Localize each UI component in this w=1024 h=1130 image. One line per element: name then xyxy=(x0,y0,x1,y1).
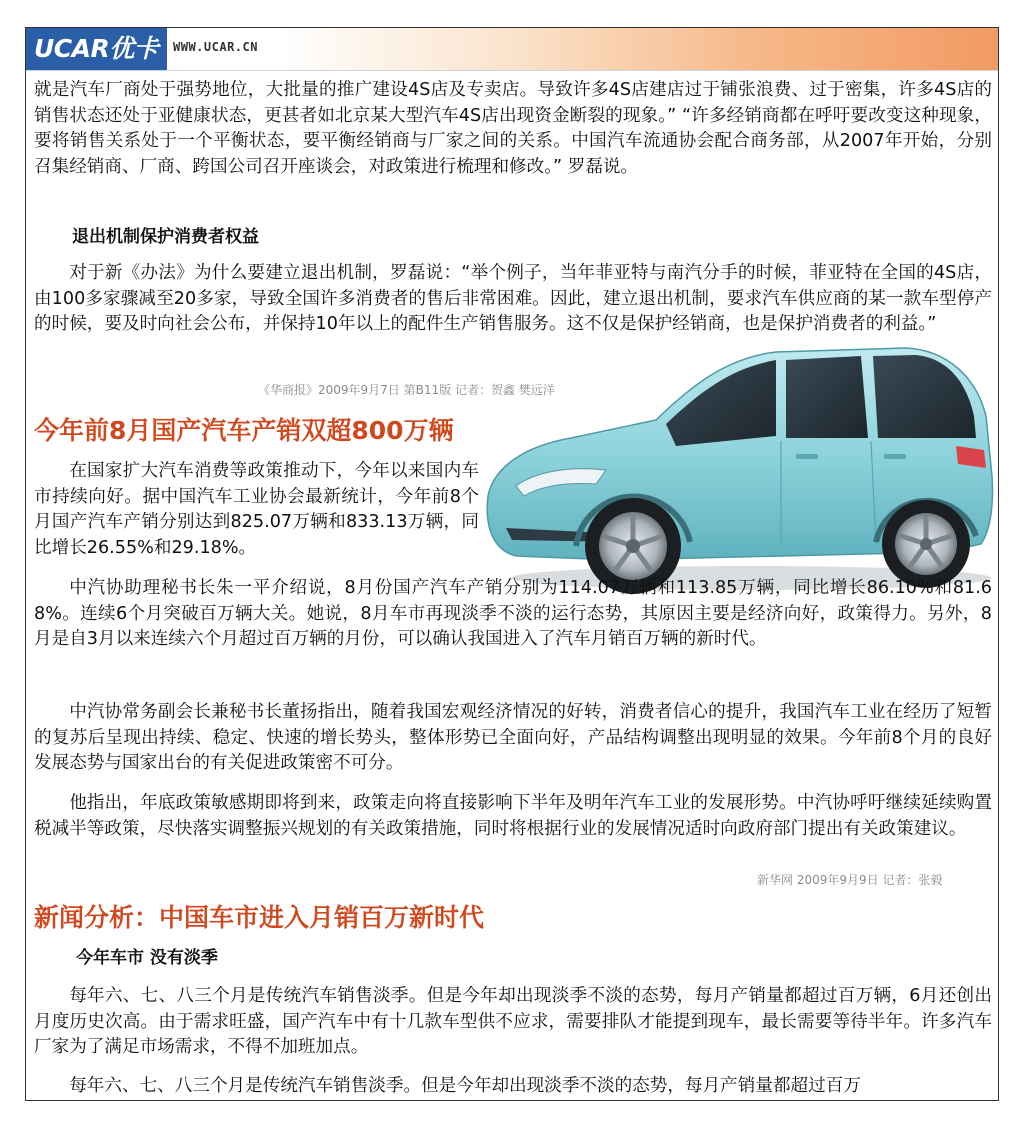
article2-paragraph-4: 他指出，年底政策敏感期即将到来，政策走向将直接影响下半年及明年汽车工业的发展形势。中汽协呼吁继续延续购置税减半等政策，尽快落实调整振兴规划的有关政策措施，同时将根据行业的发展情况适时向政府部门提出有关政策建议。 xyxy=(34,793,992,839)
article1-paragraph-1: 就是汽车厂商处于强势地位，大批量的推广建设4S店及专卖店。导致许多4S店建店过于铺张浪费、过于密集，许多4S店的销售状态还处于亚健康状态，更甚者如北京某大型汽车4S店出现资金断裂的现象。” “许多经销商都在呼吁要改变这种现象，要将销售关系处于一个平衡状态，要平衡经销商与厂家之间的关系。中国汽车流通协会配合商务部，从2007年开始，分别召集经销商、厂商、跨国公司召开座谈会，对政策进行梳理和修改。” 罗磊说。 xyxy=(34,80,992,177)
article3-paragraph-1: 每年六、七、八三个月是传统汽车销售淡季。但是今年却出现淡季不淡的态势，每月产销量都超过百万辆，6月还创出月度历史次高。由于需求旺盛，国产汽车中有十几款车型供不应求，需要排队才能提到现车，最长需要等待半年。许多汽车厂家为了满足市场需求，不得不加班加点。 xyxy=(34,986,992,1058)
article3-headline: 新闻分析：中国车市进入月销百万新时代 xyxy=(34,903,485,932)
page-frame xyxy=(25,27,999,1101)
car-image xyxy=(476,346,996,596)
article2-source: 新华网 2009年9月9日 记者：张毅 xyxy=(757,873,943,887)
article3-subhead: 今年车市 没有淡季 xyxy=(76,948,218,968)
article3-paragraph-2: 每年六、七、八三个月是传统汽车销售淡季。但是今年却出现淡季不淡的态势，每月产销量都超过百万 xyxy=(69,1076,861,1096)
article1-paragraph-2: 对于新《办法》为什么要建立退出机制，罗磊说：“举个例子，当年菲亚特与南汽分手的时候，菲亚特在全国的4S店，由100多家骤减至20多家，导致全国许多消费者的售后非常困难。因此，建立退出机制，要求汽车供应商的某一款车型停产的时候，要及时向社会公布，并保持10年以上的配件生产销售服务。这不仅是保护经销商，也是保护消费者的利益。” xyxy=(34,263,992,335)
article1-source: 《华商报》2009年9月7日 第B11版 记者：贺鑫 樊远洋 xyxy=(258,383,555,397)
article1-subhead: 退出机制保护消费者权益 xyxy=(72,227,259,247)
article2-paragraph-3: 中汽协常务副会长兼秘书长董扬指出，随着我国宏观经济情况的好转，消费者信心的提升，我国汽车工业在经历了短暂的复苏后呈现出持续、稳定、快速的增长势头，整体形势已全面向好，产品结构调整出现明显的效果。今年前8个月的良好发展态势与国家出台的有关促进政策密不可分。 xyxy=(34,702,992,774)
article2-paragraph-2: 中汽协助理秘书长朱一平介绍说，8月份国产汽车产销分别为114.07万辆和113.85万辆，同比增长86.10%和81.68%。连续6个月突破百万辆大关。她说，8月车市再现淡季不淡的运行态势，其原因主要是经济向好，政策得力。另外，8月是自3月以来连续六个月超过百万辆的月份，可以确认我国进入了汽车月销百万辆的新时代。 xyxy=(34,578,992,650)
article2-headline: 今年前8月国产汽车产销双超800万辆 xyxy=(34,416,454,445)
article2-paragraph-1: 在国家扩大汽车消费等政策推动下，今年以来国内车市持续向好。据中国汽车工业协会最新统计，今年前8个月国产汽车产销分别达到825.07万辆和833.13万辆，同比增长26.55%和29.18%。 xyxy=(34,461,479,558)
ucar-logo[interactable]: UCAR优卡 xyxy=(26,28,167,70)
masthead xyxy=(26,28,998,71)
site-url[interactable]: WWW.UCAR.CN xyxy=(173,40,258,54)
